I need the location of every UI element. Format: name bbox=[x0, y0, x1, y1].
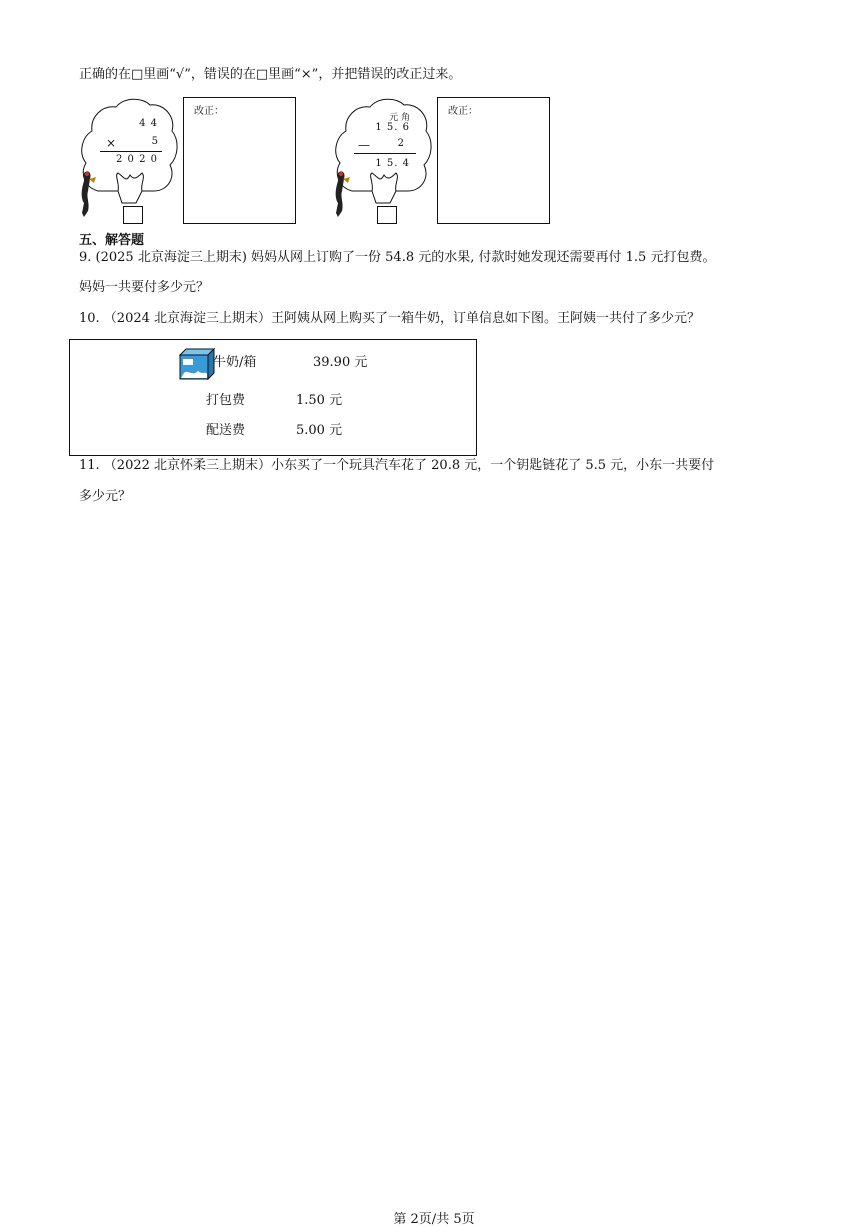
question-9-line-2: 妈妈一共要付多少元？ bbox=[79, 280, 210, 295]
milk-box-icon bbox=[178, 347, 216, 381]
order-item-price: 5.00 元 bbox=[296, 423, 343, 438]
calc-operator: × bbox=[106, 136, 117, 150]
question-9-line-1: 9. (2025 北京海淀三上期末) 妈妈从网上订购了一份 54.8 元的水果, 付款时她发现还需要再付 1.5 元打包费。 bbox=[79, 250, 716, 265]
order-item-price: 39.90 元 bbox=[313, 355, 368, 370]
order-item-name: 配送费 bbox=[206, 423, 246, 438]
section-title: 五、解答题 bbox=[79, 233, 145, 248]
calc-row-1: 4 4 bbox=[139, 118, 158, 129]
correction-label: 改正： bbox=[448, 106, 478, 117]
correction-box-1[interactable] bbox=[183, 97, 296, 224]
order-info-box bbox=[69, 339, 477, 456]
calc-line bbox=[354, 153, 416, 154]
page-number: 第 2页/共 5页 bbox=[393, 1212, 475, 1227]
calc-result: 2 0 2 0 bbox=[116, 154, 158, 165]
instruction-text: 正确的在□里画“√”，错误的在□里画“×”，并把错误的改正过来。 bbox=[79, 67, 462, 82]
calc-row-2: 5 bbox=[151, 136, 158, 147]
answer-checkbox-2[interactable] bbox=[377, 206, 397, 224]
question-11-line-2: 多少元？ bbox=[79, 489, 132, 504]
order-item-name: 牛奶/箱 bbox=[213, 355, 257, 370]
calc-units: 元 角 bbox=[389, 113, 410, 123]
order-item-name: 打包费 bbox=[206, 393, 246, 408]
correction-box-2[interactable] bbox=[437, 97, 550, 224]
calc-row-2: 2 bbox=[397, 138, 404, 149]
calc-line bbox=[100, 151, 162, 152]
question-11-line-1: 11. （2022 北京怀柔三上期末）小东买了一个玩具汽车花了 20.8 元，一个钥匙链花了 5.5 元，小东一共要付 bbox=[79, 458, 715, 473]
order-item-price: 1.50 元 bbox=[296, 393, 343, 408]
calc-operator: — bbox=[358, 138, 370, 152]
correction-label: 改正： bbox=[194, 106, 224, 117]
answer-checkbox-1[interactable] bbox=[123, 206, 143, 224]
calc-row-1: 1 5. 6 bbox=[375, 122, 410, 133]
question-10-line-1: 10. （2024 北京海淀三上期末）王阿姨从网上购买了一箱牛奶，订单信息如下图。王阿姨一共付了多少元？ bbox=[79, 311, 701, 326]
calc-result: 1 5. 4 bbox=[375, 158, 410, 169]
